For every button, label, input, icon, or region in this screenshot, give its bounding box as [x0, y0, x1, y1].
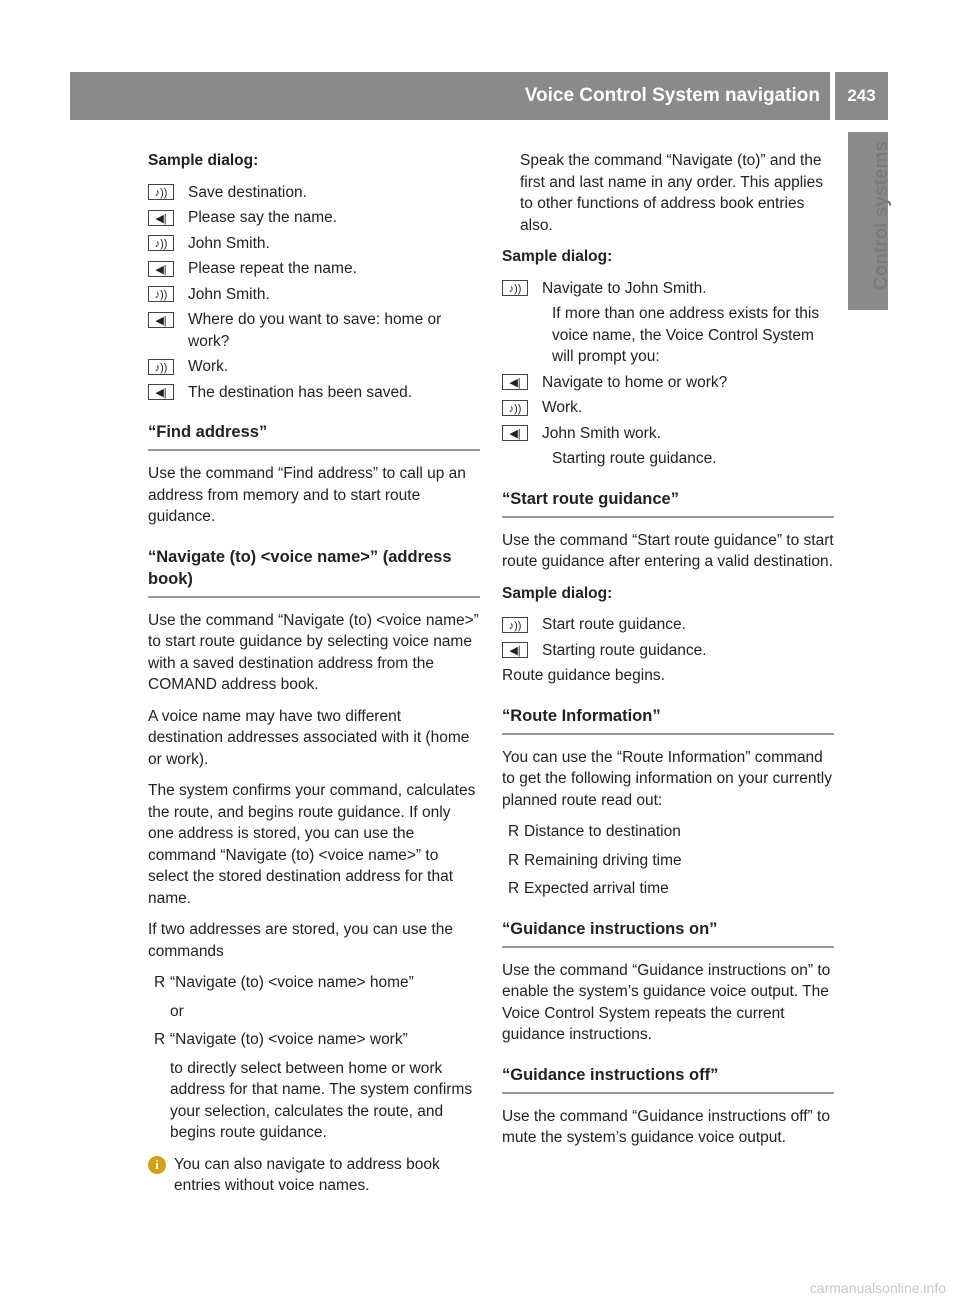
dialog-line: ◀| Please say the name. [148, 207, 480, 229]
dialog-line: ♪)) Start route guidance. [502, 614, 834, 636]
list-item: R Distance to destination [502, 821, 834, 843]
dialog-line: ♪)) Work. [502, 397, 834, 419]
speaking-user-icon: ♪)) [148, 356, 188, 377]
system-speaker-icon: ◀| [148, 309, 188, 330]
page-number: 243 [835, 72, 888, 120]
paragraph: to directly select between home or work address for that name. The system confirms your selection, calculates the route, and begins route guidance. [170, 1059, 473, 1141]
bullet-icon: R [508, 880, 520, 897]
dialog-line: ♪)) Navigate to John Smith. [502, 278, 834, 300]
dialog-line: ◀| Please repeat the name. [148, 258, 480, 280]
info-list [502, 821, 834, 900]
sample-dialog-label: Sample dialog: [502, 248, 613, 265]
paragraph: Use the command “Navigate (to) <voice name>” to start route guidance by selecting voice name with a saved destination address from the COMAND address book. [148, 611, 479, 693]
dialog-line: ♪)) John Smith. [148, 284, 480, 306]
command-list [148, 972, 480, 994]
paragraph: Use the command “Guidance instructions on” to enable the system’s guidance voice output. The Voice Control System repeats the current guidance instructions. [502, 961, 831, 1043]
or-text: or [170, 1002, 184, 1020]
system-speaker-icon: ◀| [502, 640, 542, 661]
speaking-user-icon: ♪)) [148, 233, 188, 254]
section-heading-find-address: “Find address” [148, 421, 480, 451]
note-text: You can also navigate to address book entries without voice names. [174, 1155, 440, 1194]
dialog-line: ♪)) Save destination. [148, 182, 480, 204]
system-speaker-icon: ◀| [502, 423, 542, 444]
dialog-line: ◀| The destination has been saved. [148, 382, 480, 404]
sample-dialog-label: Sample dialog: [502, 584, 613, 602]
left-column [148, 150, 480, 1197]
sample-dialog-label: Sample dialog: [148, 152, 259, 169]
list-item: R Expected arrival time [502, 878, 834, 900]
list-item: R Remaining driving time [502, 850, 834, 872]
paragraph: You can use the “Route Information” command to get the following information on your currently planned route read out: [502, 748, 832, 809]
list-item: R “Navigate (to) <voice name> home” [148, 972, 480, 994]
note [148, 1154, 480, 1197]
bullet-icon: R [508, 823, 520, 840]
paragraph: Route guidance begins. [502, 667, 665, 684]
info-icon: i [148, 1156, 166, 1174]
system-speaker-icon: ◀| [148, 382, 188, 403]
paragraph: If two addresses are stored, you can use the commands [148, 921, 454, 960]
command-list [148, 1029, 480, 1051]
dialog-line: ◀| Starting route guidance. [502, 640, 834, 662]
side-section-label: Control systems [871, 141, 892, 290]
right-column [502, 150, 834, 1159]
dialog-note: Starting route guidance. [552, 450, 717, 467]
section-heading-navigate-to: “Navigate (to) <voice name>” (address book) [148, 546, 480, 598]
speaking-user-icon: ♪)) [502, 614, 542, 635]
section-heading-route-information: “Route Information” [502, 705, 834, 735]
bullet-icon: R [154, 974, 166, 991]
paragraph: Use the command “Guidance instructions off” to mute the system’s guidance voice output. [502, 1107, 830, 1146]
speaking-user-icon: ♪)) [502, 278, 542, 299]
dialog-line: ◀| John Smith work. [502, 423, 834, 445]
dialog-line: ◀| Where do you want to save: home or work? [148, 309, 480, 352]
dialog-line: ◀| Navigate to home or work? [502, 372, 834, 394]
section-heading-guidance-off: “Guidance instructions off” [502, 1064, 834, 1094]
speaking-user-icon: ♪)) [148, 284, 188, 305]
section-heading-guidance-on: “Guidance instructions on” [502, 918, 834, 948]
speaking-user-icon: ♪)) [148, 182, 188, 203]
paragraph: Speak the command “Navigate (to)” and the first and last name in any order. This applies to other functions of address book entries also. [520, 152, 823, 234]
bullet-icon: R [154, 1031, 166, 1048]
system-speaker-icon: ◀| [148, 207, 188, 228]
dialog-line: ♪)) Work. [148, 356, 480, 378]
dialog-note: If more than one address exists for this voice name, the Voice Control System will prompt you: [552, 305, 820, 365]
speaking-user-icon: ♪)) [502, 397, 542, 418]
paragraph: Use the command “Find address” to call up an address from memory and to start route guidance. [148, 465, 466, 525]
watermark: carmanualsonline.info [809, 1280, 946, 1296]
paragraph: The system confirms your command, calculates the route, and begins route guidance. If only one address is stored, you can use the command “Navigate (to) <voice name>” to select the stored destination address for that name. [148, 782, 476, 907]
section-heading-start-route: “Start route guidance” [502, 488, 834, 518]
page-header-title: Voice Control System navigation [524, 85, 820, 106]
bullet-icon: R [508, 851, 520, 869]
system-speaker-icon: ◀| [148, 258, 188, 279]
dialog-line: ♪)) John Smith. [148, 233, 480, 255]
list-item: R “Navigate (to) <voice name> work” [148, 1029, 480, 1051]
paragraph: Use the command “Start route guidance” to start route guidance after entering a valid destination. [502, 531, 834, 570]
system-speaker-icon: ◀| [502, 372, 542, 393]
paragraph: A voice name may have two different destination addresses associated with it (home or work). [148, 707, 470, 768]
